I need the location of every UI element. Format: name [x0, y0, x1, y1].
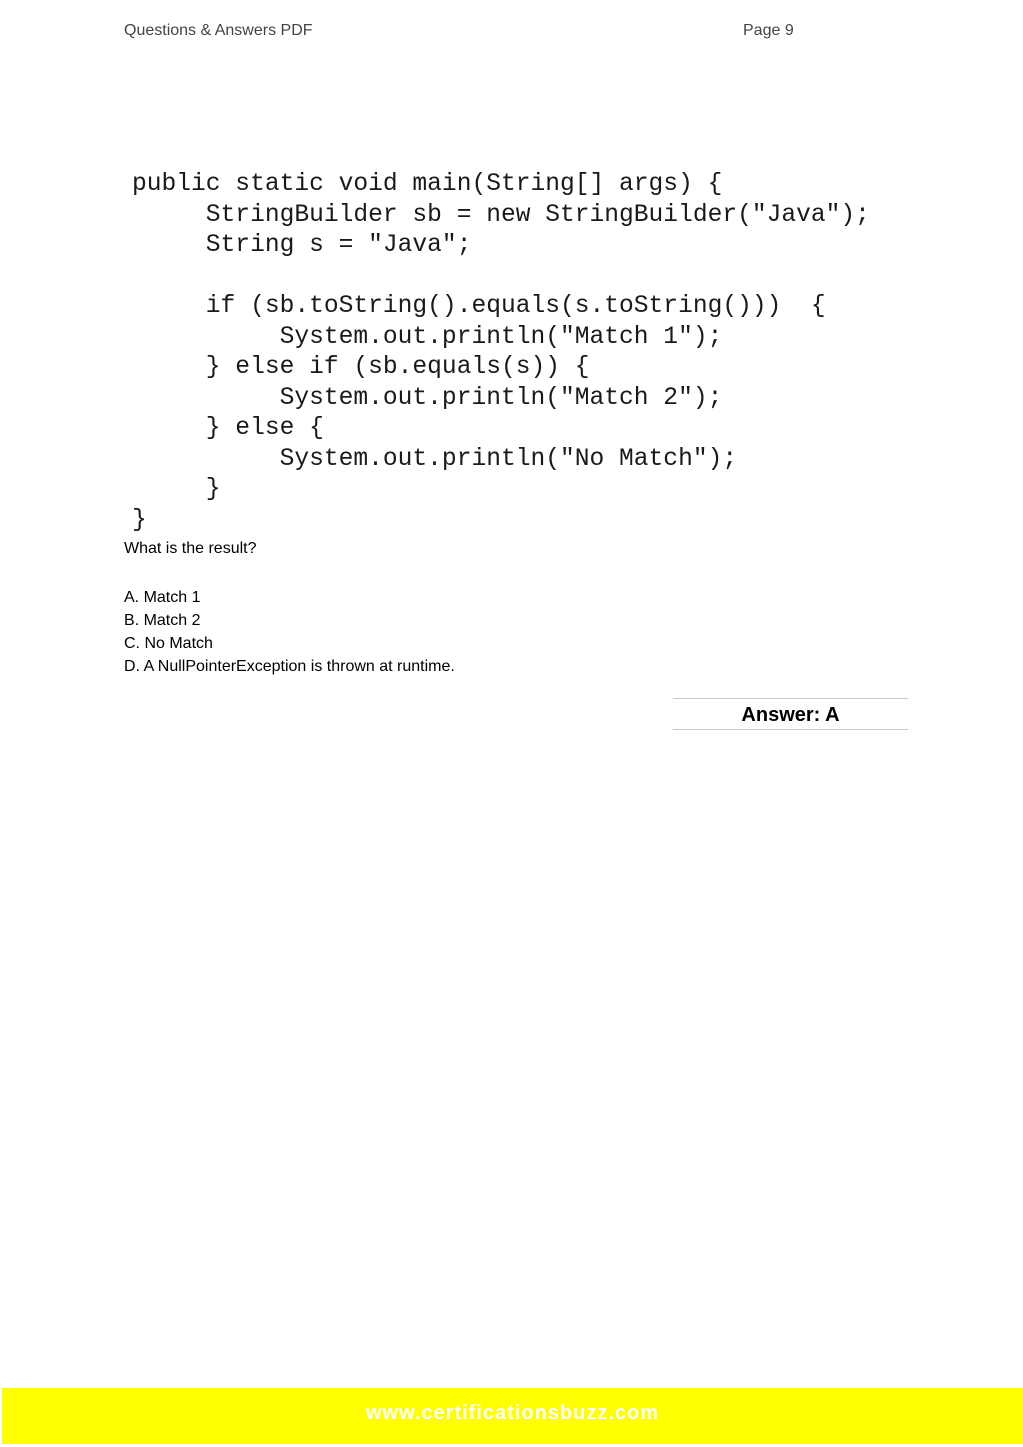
option-b: B. Match 2 — [124, 612, 201, 629]
code-line: System.out.println("Match 2"); — [132, 384, 723, 412]
code-line — [132, 262, 870, 293]
footer-banner — [2, 1388, 1023, 1444]
code-line: StringBuilder sb = new StringBuilder("Java"); — [132, 201, 870, 229]
code-line: String s = "Java"; — [132, 232, 472, 259]
option-a: A. Match 1 — [124, 589, 201, 606]
header-title: Questions & Answers PDF — [124, 22, 313, 39]
footer-website-link[interactable]: www.certificationsbuzz.com — [365, 1402, 660, 1424]
code-line: } — [132, 506, 147, 534]
code-line: } else { — [132, 415, 324, 442]
code-snippet — [132, 170, 870, 536]
code-line: System.out.println("No Match"); — [132, 445, 738, 473]
option-d: D. A NullPointerException is thrown at runtime. — [124, 658, 455, 675]
code-line: System.out.println("Match 1"); — [132, 323, 723, 351]
code-line: } else if (sb.equals(s)) { — [132, 354, 590, 381]
code-line: public static void main(String[] args) { — [132, 171, 723, 198]
code-line: } — [132, 476, 221, 503]
option-c: C. No Match — [124, 635, 213, 652]
answer-label: Answer: A — [673, 698, 908, 730]
code-line: if (sb.toString().equals(s.toString())) { — [132, 293, 826, 320]
page-number: Page 9 — [743, 22, 794, 39]
question-text: What is the result? — [124, 540, 257, 557]
answer-options — [124, 586, 455, 678]
